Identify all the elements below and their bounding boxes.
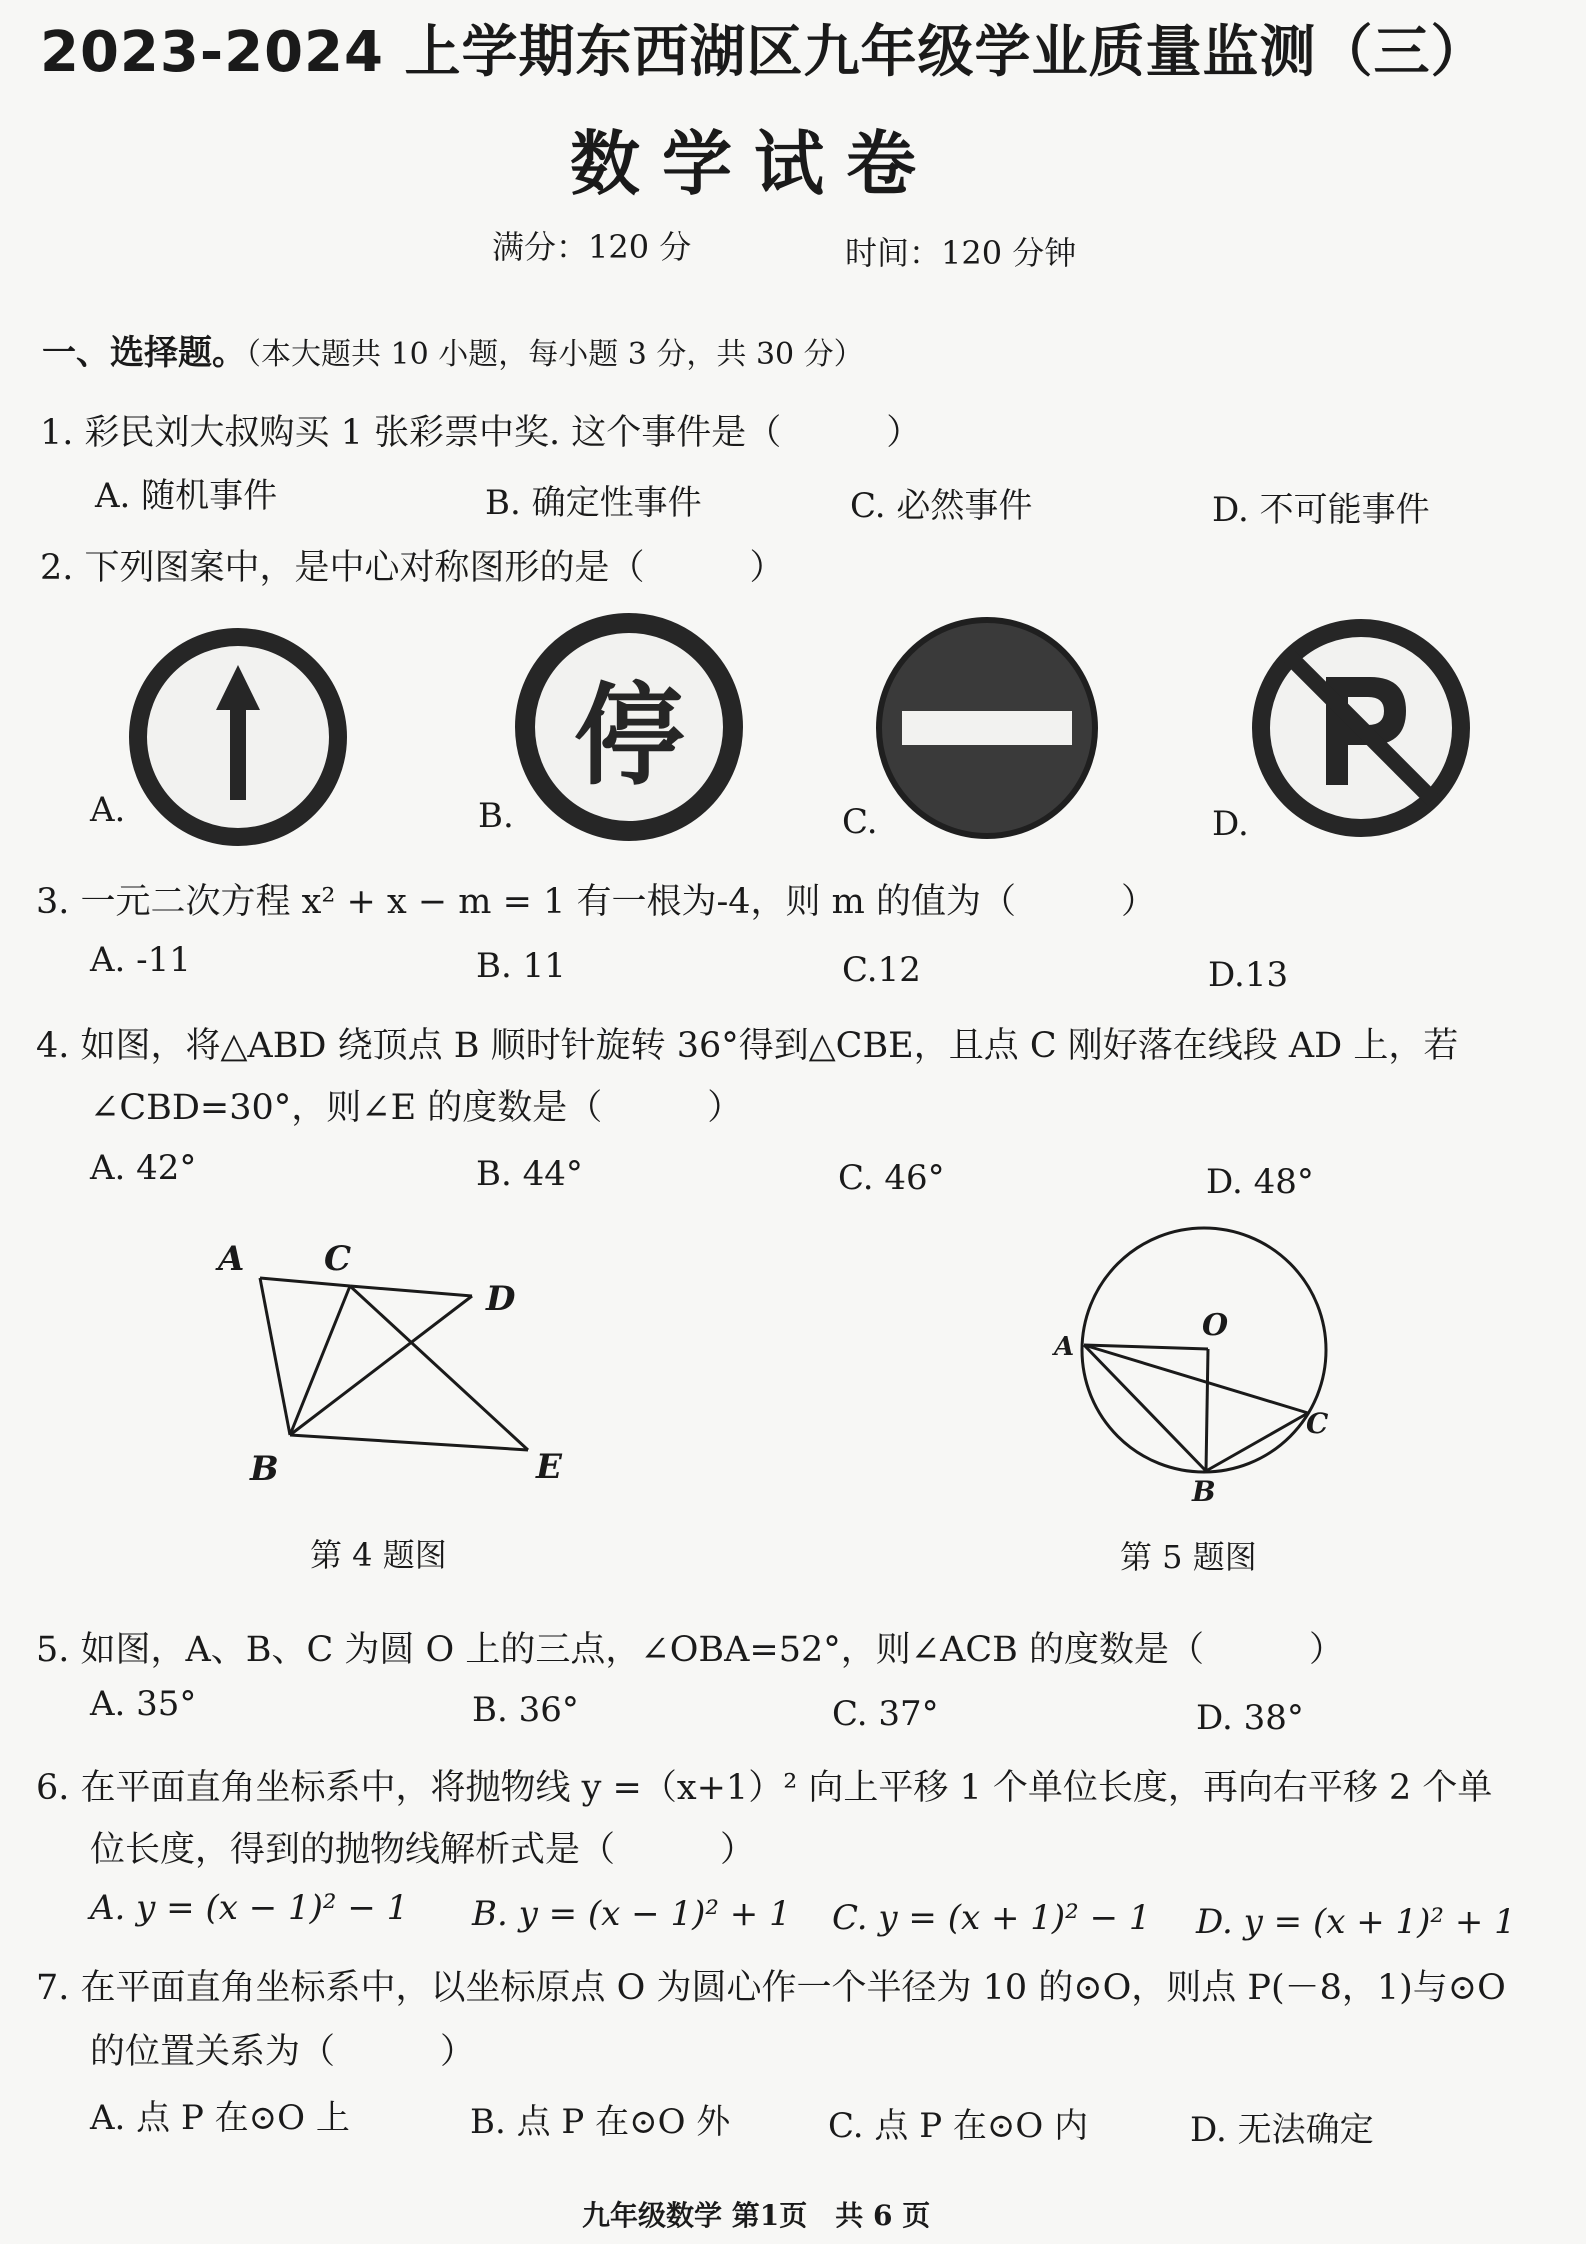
- exam-title: 2023-2024 上学期东西湖区九年级学业质量监测（三）: [40, 20, 1488, 85]
- page-footer: 九年级数学 第1页 共 6 页: [582, 2199, 931, 2232]
- exam-time: 时间：120 分钟: [845, 234, 1077, 272]
- fig4-label-c: C: [324, 1239, 352, 1279]
- q3-option-d: D.13: [1208, 955, 1289, 995]
- fig5-label-o: O: [1202, 1308, 1229, 1343]
- figure-5-diagram: [1040, 1215, 1340, 1505]
- q3-option-c: C.12: [842, 950, 921, 990]
- question-4-stem-line2: ∠CBD=30°，则∠E 的度数是（ ）: [90, 1088, 743, 1128]
- q3-option-a: A. -11: [90, 940, 191, 980]
- q6-option-a: A. y = (x − 1)² − 1: [90, 1888, 409, 1928]
- full-score: 满分：120 分: [492, 228, 692, 266]
- question-3-stem: 3. 一元二次方程 x² + x − m = 1 有一根为-4，则 m 的值为（ ）: [36, 882, 1157, 922]
- question-5-stem: 5. 如图，A、B、C 为圆 O 上的三点，∠OBA=52°，则∠ACB 的度数是（ ）: [36, 1630, 1344, 1670]
- q7-option-d: D. 无法确定: [1190, 2110, 1374, 2150]
- section-heading: [42, 325, 864, 374]
- question-4-stem-line1: 4. 如图，将△ABD 绕顶点 B 顺时针旋转 36°得到△CBE，且点 C 刚好落在线段 AD 上，若: [36, 1026, 1459, 1066]
- q1-option-d: D. 不可能事件: [1212, 490, 1430, 530]
- fig5-label-c: C: [1306, 1407, 1329, 1440]
- section-note: （本大题共 10 小题，每小题 3 分，共 30 分）: [246, 337, 864, 372]
- sign-b-character: 停: [574, 672, 684, 800]
- question-1-stem: 1. 彩民刘大叔购买 1 张彩票中奖. 这个事件是（ ）: [40, 413, 922, 453]
- fig5-label-b: B: [1192, 1475, 1216, 1505]
- q1-option-a: A. 随机事件: [95, 476, 278, 516]
- q4-option-d: D. 48°: [1206, 1162, 1314, 1202]
- figure-4-caption: 第 4 题图: [310, 1536, 447, 1574]
- q1-option-b: B. 确定性事件: [485, 483, 702, 523]
- q7-option-b: B. 点 P 在⊙O 外: [470, 2102, 731, 2142]
- sign-a-arrow-icon: [126, 625, 350, 849]
- q7-option-a: A. 点 P 在⊙O 上: [90, 2098, 350, 2138]
- figure-4-diagram: [200, 1228, 600, 1498]
- q2-option-b: B.: [478, 796, 514, 836]
- question-2-stem: 2. 下列图案中，是中心对称图形的是（ ）: [40, 548, 785, 588]
- question-7-stem-line1: 7. 在平面直角坐标系中，以坐标原点 O 为圆心作一个半径为 10 的⊙O，则点 P(－8，1)与⊙O: [36, 1968, 1506, 2008]
- q5-option-a: A. 35°: [90, 1684, 197, 1724]
- q2-option-c: C.: [842, 802, 878, 842]
- fig5-label-a: A: [1054, 1332, 1075, 1362]
- sign-c-no-entry-icon: [874, 615, 1100, 841]
- figure-5-caption: 第 5 题图: [1120, 1538, 1257, 1576]
- question-6-stem-line1: 6. 在平面直角坐标系中，将抛物线 y =（x+1）² 向上平移 1 个单位长度，再向右平移 2 个单: [36, 1768, 1493, 1808]
- q5-option-c: C. 37°: [832, 1694, 939, 1734]
- fig4-label-b: B: [250, 1449, 279, 1489]
- question-6-stem-line2: 位长度，得到的抛物线解析式是（ ）: [90, 1830, 756, 1870]
- question-7-stem-line2: 的位置关系为（ ）: [90, 2032, 476, 2072]
- q6-option-c: C. y = (x + 1)² − 1: [832, 1898, 1151, 1938]
- sign-d-no-parking-icon: [1248, 615, 1474, 841]
- q3-option-b: B. 11: [476, 946, 566, 986]
- q4-option-c: C. 46°: [838, 1158, 945, 1198]
- q5-option-d: D. 38°: [1196, 1698, 1304, 1738]
- q4-option-b: B. 44°: [476, 1154, 583, 1194]
- fig4-label-a: A: [218, 1239, 245, 1279]
- q1-option-c: C. 必然事件: [850, 486, 1033, 526]
- q7-option-c: C. 点 P 在⊙O 内: [828, 2106, 1089, 2146]
- q6-option-d: D. y = (x + 1)² + 1: [1196, 1902, 1516, 1942]
- section-title: 一、选择题。: [42, 333, 246, 373]
- fig4-label-d: D: [486, 1279, 516, 1319]
- q5-option-b: B. 36°: [472, 1690, 579, 1730]
- fig4-label-e: E: [536, 1447, 562, 1487]
- q2-option-d: D.: [1212, 804, 1249, 844]
- q4-option-a: A. 42°: [90, 1148, 197, 1188]
- q2-option-a: A.: [90, 790, 126, 830]
- exam-subtitle: 数学试卷: [570, 123, 938, 205]
- q6-option-b: B. y = (x − 1)² + 1: [472, 1894, 791, 1934]
